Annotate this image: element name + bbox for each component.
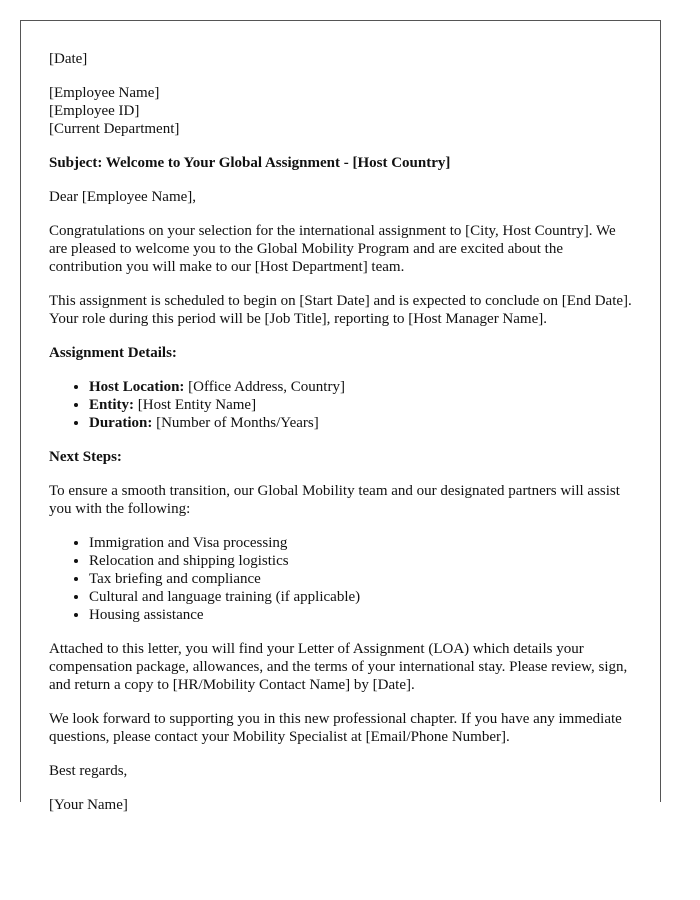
list-item: • Relocation and shipping logistics: [89, 552, 632, 570]
detail-value: [Number of Months/Years]: [152, 415, 319, 431]
assignment-details-list: [49, 378, 632, 432]
detail-label: Duration:: [89, 415, 153, 431]
detail-value: [Office Address, Country]: [184, 379, 345, 395]
next-steps-heading: Next Steps:: [49, 449, 122, 465]
detail-item-host-location: [89, 378, 632, 396]
schedule-paragraph: This assignment is scheduled to begin on [Start Date] and is expected to conclude on [End Date]. Your role during this period will be [Job Title], reporting to [Host Manager Name].: [49, 293, 632, 327]
assignment-details-heading: Assignment Details:: [49, 345, 177, 361]
list-item: • Housing assistance: [89, 606, 632, 624]
recipient-department: [Current Department]: [49, 121, 180, 137]
recipient-name: [Employee Name]: [49, 85, 160, 101]
subject-line: Subject: Welcome to Your Global Assignment - [Host Country]: [49, 155, 451, 171]
letter-page: [20, 20, 661, 813]
detail-label: Entity:: [89, 397, 134, 413]
list-item: • Tax briefing and compliance: [89, 570, 632, 588]
list-item: • Immigration and Visa processing: [89, 534, 632, 552]
intro-paragraph: Congratulations on your selection for the international assignment to [City, Host Country]. We are pleased to welcome you to the Global Mobility Program and are excited about the contribution you will make to our [Host Department] team.: [49, 223, 616, 275]
recipient-id: [Employee ID]: [49, 103, 140, 119]
attachment-paragraph: Attached to this letter, you will find your Letter of Assignment (LOA) which details your compensation package, allowances, and the terms of your international stay. Please review, sign, and return a copy to [HR/Mobility Contact Name] by [Date].: [49, 641, 628, 693]
signoff: Best regards,: [49, 763, 128, 779]
transition-paragraph: To ensure a smooth transition, our Global Mobility team and our designated partners will assist you with the following:: [49, 483, 620, 517]
closing-paragraph: We look forward to supporting you in this new professional chapter. If you have any immediate questions, please contact your Mobility Specialist at [Email/Phone Number].: [49, 711, 622, 745]
salutation: Dear [Employee Name],: [49, 189, 197, 205]
detail-label: Host Location:: [89, 379, 185, 395]
detail-item-entity: [89, 396, 632, 414]
next-steps-list: [49, 534, 632, 624]
detail-value: [Host Entity Name]: [134, 397, 257, 413]
letter-date: [Date]: [49, 51, 88, 67]
detail-item-duration: [89, 414, 632, 432]
list-item: • Cultural and language training (if applicable): [89, 588, 632, 606]
signature-name: [Your Name]: [49, 797, 128, 813]
recipient-block: [49, 84, 632, 138]
